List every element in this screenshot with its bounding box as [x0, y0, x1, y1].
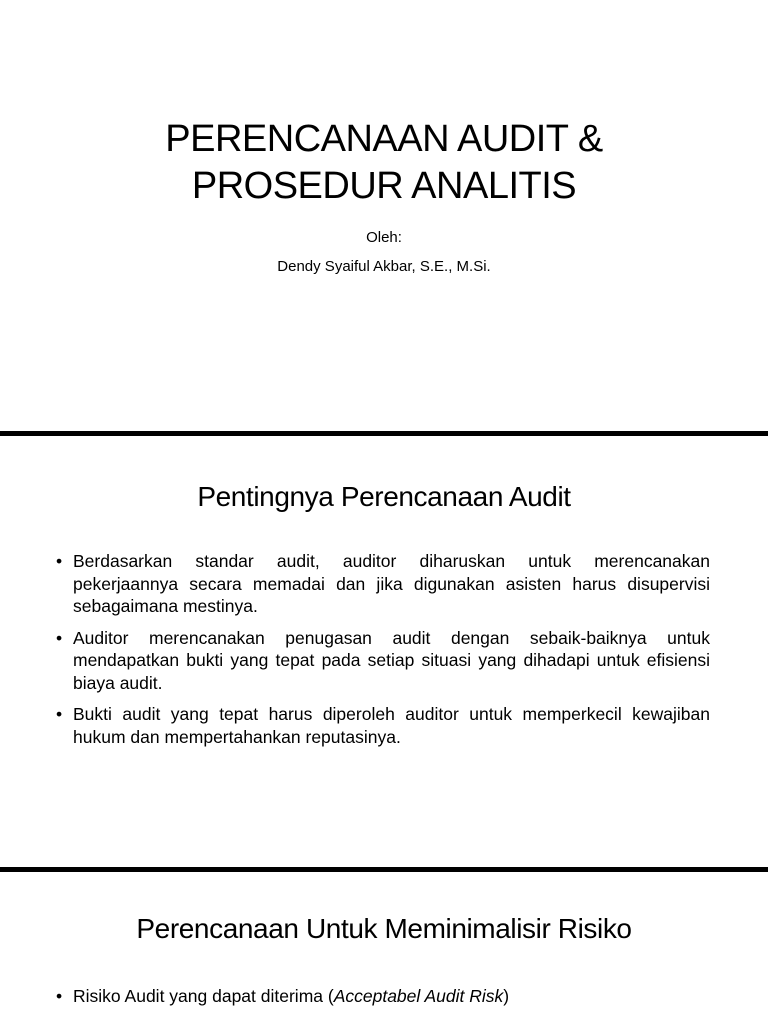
bullet-text: Risiko Audit yang dapat diterima ( [73, 986, 334, 1006]
risk-slide [0, 872, 768, 1024]
bullet-item [56, 703, 710, 748]
bullet-icon: • [56, 986, 63, 1006]
bullet-item [56, 985, 710, 1008]
by-label: Oleh: [366, 229, 402, 246]
bullet-list [56, 985, 710, 1017]
bullet-term: Acceptabel Audit Risk [333, 986, 504, 1006]
slide-heading: Pentingnya Perencanaan Audit [197, 481, 571, 512]
bullet-list [56, 550, 710, 757]
bullet-text: Bukti audit yang tepat harus diperoleh auditor untuk memperkecil kewajiban hukum dan mempertahankan reputasinya. [73, 704, 710, 747]
bullet-item [56, 550, 710, 618]
bullet-icon: • [56, 551, 63, 571]
slide-heading: Perencanaan Untuk Meminimalisir Risiko [136, 913, 632, 944]
bullet-item [56, 627, 710, 695]
bullet-text: Auditor merencanakan penugasan audit dengan sebaik-baiknya untuk mendapatkan bukti yang tepat pada setiap situasi yang dihadapi untuk efisiensi biaya audit. [73, 627, 710, 693]
author-name: Dendy Syaiful Akbar, S.E., M.Si. [277, 258, 491, 275]
presentation-title [0, 116, 768, 210]
bullet-close: ) [503, 986, 510, 1006]
title-line-1: PERENCANAAN AUDIT & [165, 118, 603, 160]
bullet-icon: • [56, 627, 63, 648]
bullet-icon: • [56, 704, 63, 724]
bullet-text: Berdasarkan standar audit, auditor diharuskan untuk merencanakan pekerjaannya secara memadai dan jika digunakan asisten harus disupervisi sebagaimana mestinya. [73, 551, 710, 616]
title-line-2: PROSEDUR ANALITIS [191, 165, 577, 207]
title-slide [0, 0, 768, 431]
importance-slide [0, 436, 768, 867]
